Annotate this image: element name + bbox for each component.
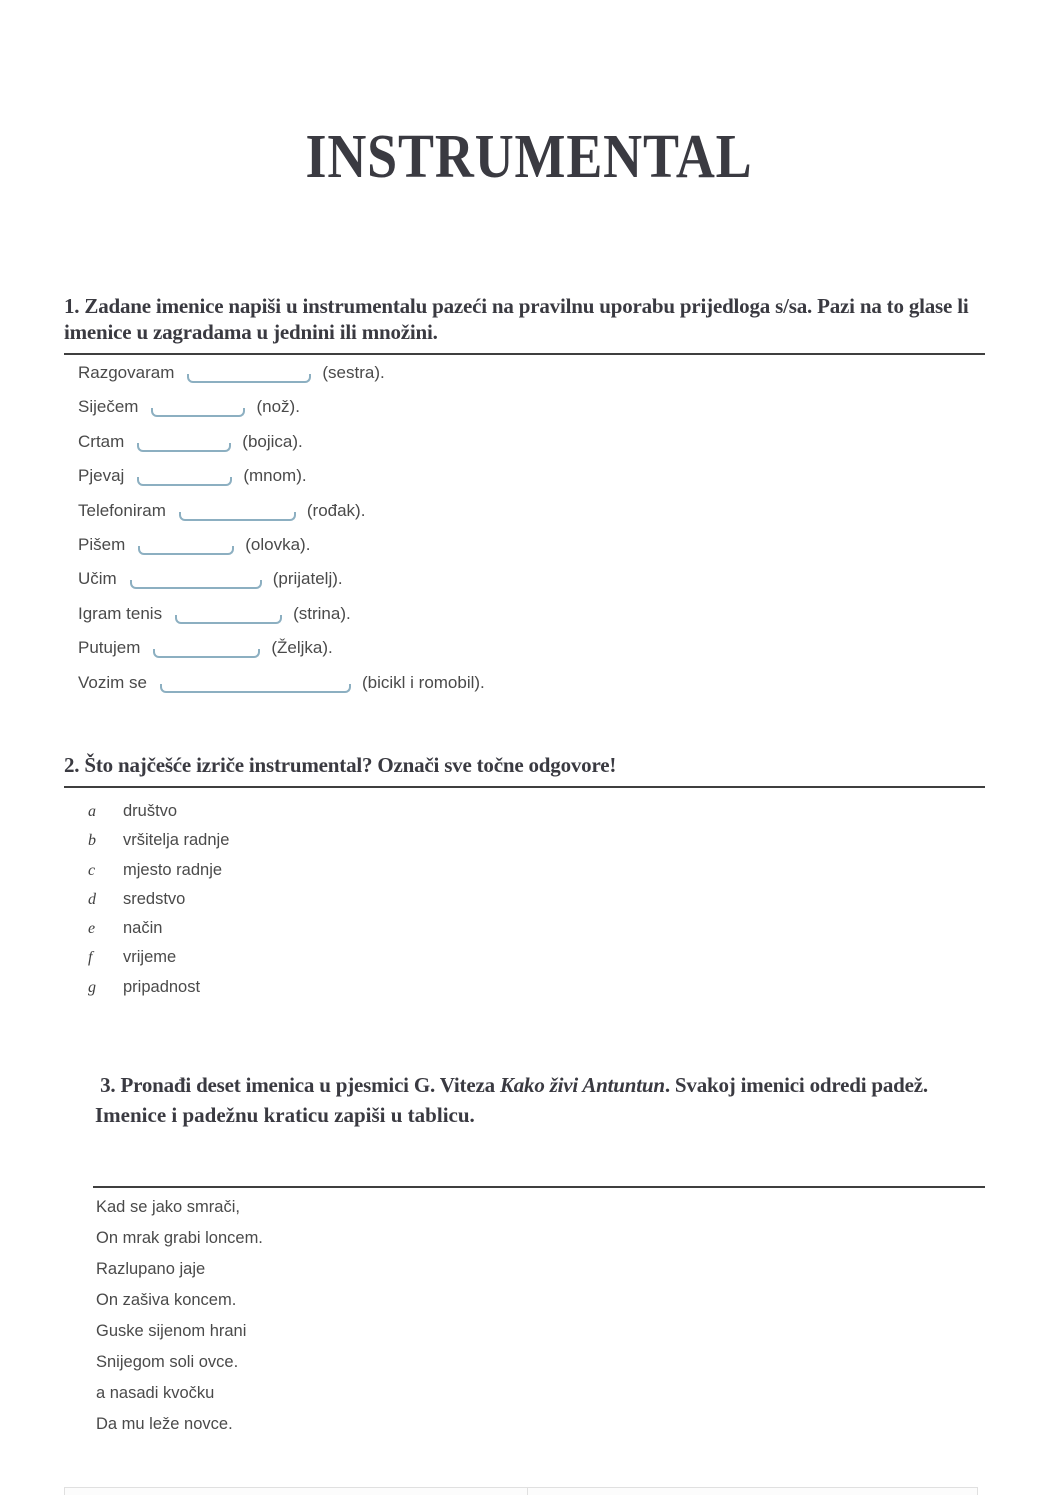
fill-item-hint: (bojica).: [242, 431, 303, 451]
option-letter: e: [88, 920, 96, 938]
fill-item-verb: Igram tenis: [78, 603, 163, 623]
option-row[interactable]: [88, 856, 985, 885]
option-row[interactable]: [88, 914, 985, 943]
fill-item-row: [78, 390, 985, 424]
fill-item-row: [78, 494, 985, 528]
option-row[interactable]: [88, 973, 985, 1002]
fill-item-row: [78, 597, 985, 631]
fill-item-hint: (bicikl i romobil).: [361, 672, 485, 692]
option-row[interactable]: [88, 943, 985, 972]
task2-heading: 2. Što najčešće izriče instrumental? Označi sve točne odgovore!: [64, 753, 617, 777]
fill-item-row: [78, 666, 985, 700]
poem-line: Guske sijenom hrani: [96, 1322, 247, 1340]
option-label: sredstvo: [123, 889, 186, 908]
fill-item-row: [78, 425, 985, 459]
poem-line: Razlupano jaje: [96, 1260, 206, 1278]
fill-item-hint: (olovka).: [245, 535, 311, 555]
fill-item-blank-input[interactable]: [187, 374, 311, 383]
fill-item-hint: (Željka).: [271, 638, 333, 658]
fill-item-hint: (mnom).: [243, 466, 307, 486]
fill-item-verb: Učim: [78, 569, 117, 589]
task1-divider: [64, 353, 985, 355]
option-label: vršitelja radnje: [123, 831, 230, 850]
option-label: način: [123, 919, 163, 938]
section-task3: [95, 1072, 967, 1129]
fill-item-blank-input[interactable]: [137, 477, 232, 486]
poem-lines: [93, 1192, 985, 1440]
fill-item-blank-input[interactable]: [137, 443, 231, 452]
option-letter: a: [88, 803, 96, 820]
task3-subheading: Imenice i padežnu kraticu zapiši u tablicu.: [95, 1103, 475, 1127]
option-label: vrijeme: [123, 948, 177, 967]
option-letter: d: [88, 890, 96, 908]
fill-item-hint: (sestra).: [322, 363, 385, 382]
fill-item-blank-input[interactable]: [130, 580, 262, 589]
option-row[interactable]: [88, 826, 985, 855]
option-letter: c: [88, 861, 96, 879]
option-letter: f: [88, 949, 93, 967]
answer-table: [64, 1487, 978, 1495]
answer-table-cell-noun[interactable]: [65, 1488, 528, 1495]
fill-item-verb: Putujem: [78, 638, 141, 658]
fill-item-row: [78, 356, 985, 390]
fill-item-hint: (strina).: [293, 603, 351, 623]
fill-item-verb: Telefoniram: [78, 500, 166, 520]
fill-item-hint: (prijatelj).: [272, 569, 343, 589]
task3-heading-prefix: 3. Pronađi deset imenica u pjesmici G. Viteza: [95, 1073, 500, 1097]
task3-heading-suffix: . Svakoj imenici odredi padež.: [664, 1073, 928, 1097]
answer-table-cell-case[interactable]: [528, 1488, 977, 1495]
fill-item-blank-input[interactable]: [153, 649, 260, 658]
fill-item-row: [78, 631, 985, 665]
section-task2: [64, 752, 985, 1002]
fill-item-row: [78, 459, 985, 493]
poem-line: On mrak grabi loncem.: [96, 1229, 263, 1247]
poem-line: On zašiva koncem.: [96, 1291, 237, 1309]
task2-divider: [64, 786, 985, 788]
option-letter: b: [88, 832, 96, 850]
option-letter: g: [88, 978, 96, 996]
fill-item-blank-input[interactable]: [138, 546, 234, 555]
fill-item-verb: Crtam: [78, 431, 125, 451]
fill-in-list: [64, 356, 985, 700]
fill-item-row: [78, 528, 985, 562]
poem-line: Da mu leže novce.: [96, 1415, 233, 1433]
poem-line: a nasadi kvočku: [96, 1384, 215, 1402]
option-label: društvo: [123, 802, 178, 820]
fill-item-verb: Pjevaj: [78, 466, 125, 486]
fill-item-verb: Siječem: [78, 397, 139, 417]
fill-item-verb: Vozim se: [78, 672, 147, 692]
task3-heading-poem-title: Kako živi Antuntun: [499, 1073, 665, 1097]
fill-item-row: [78, 562, 985, 596]
option-label: pripadnost: [123, 977, 201, 996]
option-row[interactable]: [88, 885, 985, 914]
fill-item-hint: (nož).: [256, 397, 300, 417]
poem-section: [93, 1186, 985, 1440]
fill-item-hint: (rođak).: [306, 500, 366, 520]
fill-item-blank-input[interactable]: [160, 684, 351, 693]
page-title: INSTRUMENTAL: [305, 123, 753, 191]
section-task1: [64, 293, 985, 700]
task3-heading: [95, 1072, 967, 1099]
fill-item-blank-input[interactable]: [175, 615, 282, 624]
options-list: [64, 797, 985, 1002]
fill-item-blank-input[interactable]: [179, 512, 296, 521]
poem-line: Kad se jako smrači,: [96, 1198, 240, 1216]
option-label: mjesto radnje: [123, 860, 223, 879]
fill-item-verb: Pišem: [78, 535, 126, 555]
task1-heading: 1. Zadane imenice napiši u instrumentalu pazeći na pravilnu uporabu prijedloga s/sa. Pazi na to glase li imenice u zagradama u jednini ili množini.: [64, 294, 969, 344]
fill-item-blank-input[interactable]: [151, 408, 245, 417]
fill-item-verb: Razgovaram: [78, 363, 175, 382]
poem-divider: [93, 1186, 985, 1188]
poem-line: Snijegom soli ovce.: [96, 1353, 239, 1371]
option-row[interactable]: [88, 797, 985, 826]
